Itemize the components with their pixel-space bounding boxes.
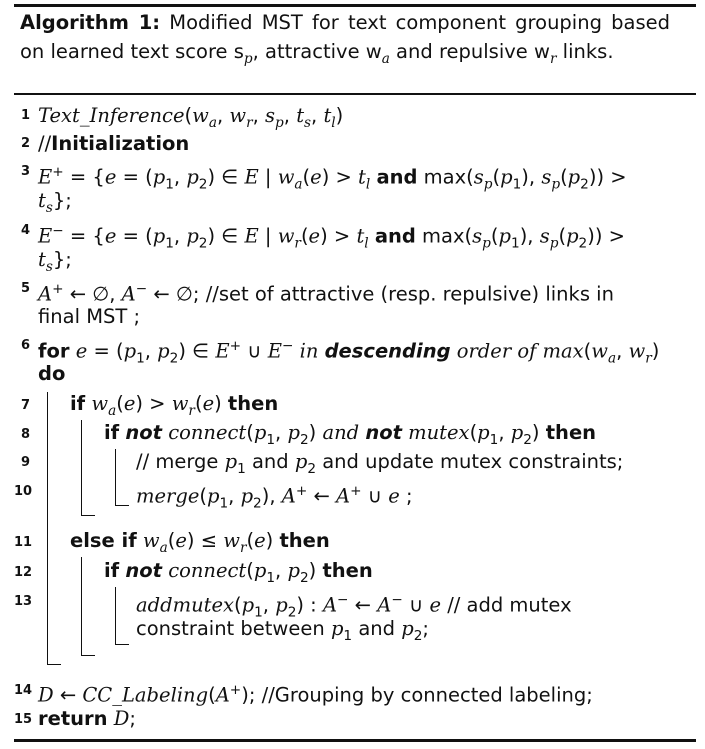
keyword-then: then: [322, 559, 373, 582]
keyword-do: do: [38, 362, 66, 385]
line-13-cont: constraint between $p_1$ and $p_2$;: [136, 617, 429, 644]
bottom-rule: [14, 739, 696, 742]
line-6-cont: [38, 360, 65, 388]
line-6: for $e = (p_1$, $p_2$) ∈ E+ ∪ E− in descending order of $\max(w_a$, $w_r$): [38, 338, 660, 367]
keyword-return: return: [38, 707, 108, 730]
line-2: [38, 130, 189, 158]
line-15: return D;: [38, 707, 136, 730]
line-number: 3: [20, 164, 30, 179]
line-14: D ← CC_Labeling(A+); //Grouping by connected labeling;: [38, 682, 593, 707]
line-number: 4: [20, 223, 30, 238]
line-4: $E^- = \{e = (p_1$, $p_2$) ∈ E | $w_r(e) > t_l$ and $\max(s_p(p_1)$, $s_p(p_2)$) >: [38, 223, 625, 252]
if-block-foot: [81, 515, 95, 516]
line-7: if $w_a(e) > w_r(e)$ then: [70, 392, 279, 419]
header-rule: [14, 93, 696, 95]
line-number: 11: [14, 535, 33, 550]
text-and: and: [251, 450, 289, 473]
line-number: 12: [14, 565, 33, 580]
line-13: $addmutex(p_1$, $p_2$) : A− ← A− ∪ e // add mutex: [136, 592, 572, 621]
line-number: 1: [20, 108, 30, 123]
comment-marker: //: [38, 132, 52, 155]
caption-text: Modified MST for text component grouping based on learned text score s: [20, 11, 671, 63]
comment-text: //Grouping by connected labeling;: [261, 683, 593, 707]
inner-if-block-foot: [115, 505, 129, 506]
keyword-else-if: else if: [70, 529, 137, 552]
keyword-then: then: [545, 421, 597, 444]
line-4-cont: $t_s$};: [38, 248, 72, 275]
comment-text: constraint between: [136, 617, 325, 640]
line-12: if not $connect(p_1$, $p_2$) then: [104, 559, 373, 586]
comment-text: and update mutex constraints;: [322, 450, 624, 473]
line-number: 5: [20, 281, 30, 296]
elseif-block-bar: [81, 557, 82, 656]
line-3: $E^+ = \{e = (p_1$, $p_2$) ∈ E | $w_a(e) > t_l$ and $\max(s_p(p_1)$, $s_p(p_2)$) >: [38, 164, 627, 193]
keyword-and: and: [322, 421, 360, 444]
comment-text: // add mutex: [447, 593, 572, 617]
elseif-block-foot: [81, 655, 95, 656]
keyword-for: for: [38, 339, 70, 363]
for-block-bar: [47, 392, 48, 665]
line-8: if not $connect(p_1$, $p_2$) and not $mutex(p_1$, $p_2$) then: [104, 421, 597, 448]
keyword-if: if: [70, 392, 86, 415]
line-number: 7: [20, 398, 30, 413]
inner-if2-block-foot: [115, 644, 129, 645]
keyword-if: if: [104, 559, 120, 582]
line-number: 6: [20, 338, 30, 353]
inner-if-block-bar: [115, 449, 116, 506]
line-number: 2: [20, 136, 30, 151]
keyword-then: then: [227, 392, 279, 415]
line-number: 10: [14, 484, 33, 499]
comment-text: //set of attractive (resp. repulsive) links in: [205, 282, 614, 306]
init-label: Initialization: [51, 132, 190, 155]
caption-tail-2: and repulsive w: [389, 40, 550, 63]
keyword-not: not: [125, 559, 162, 582]
line-5: A+ ← ∅, A− ← ∅; //set of attractive (resp. repulsive) links in: [38, 281, 614, 306]
line-number: 14: [14, 683, 33, 698]
text-order-of: order of: [456, 339, 537, 363]
line-5-cont: final MST ;: [38, 305, 141, 328]
line-9: // merge $p_1$ and $p_2$ and update mutex constraints;: [136, 450, 624, 477]
algorithm-label: Algorithm 1:: [20, 11, 161, 34]
caption-end: links.: [556, 40, 614, 63]
line-number: 9: [20, 455, 30, 470]
comment-text: // merge: [136, 450, 219, 473]
line-3-cont: $t_s$};: [38, 189, 72, 216]
keyword-in: in: [299, 339, 319, 363]
line-1: $Text\_Inference(w_a$, $w_r$, $s_p$, $t_s$, $t_l$): [38, 104, 344, 131]
top-rule: [14, 4, 696, 7]
text-and: and: [358, 617, 395, 640]
line-10: $merge(p_1$, $p_2$), A+ ← A+ ∪ e ;: [136, 483, 413, 512]
for-block-foot: [47, 664, 61, 665]
algorithm-caption: Algorithm 1: Modified MST for text component grouping based on learned text score $s_p$, attractive $w_a$ and repulsive $w_r$ links.: [20, 11, 671, 67]
line-number: 8: [20, 427, 30, 442]
caption-tail: , attractive w: [252, 40, 382, 63]
inner-if2-block-bar: [115, 587, 116, 645]
keyword-not: not: [365, 421, 402, 444]
line-number: 13: [14, 594, 33, 609]
keyword-descending: descending: [324, 339, 451, 363]
keyword-then: then: [279, 529, 330, 552]
keyword-not: not: [125, 421, 162, 444]
line-number: 15: [14, 712, 33, 727]
keyword-if: if: [104, 421, 120, 444]
if-block-bar: [81, 420, 82, 516]
line-11: else if $w_a(e) \le w_r(e)$ then: [70, 529, 330, 556]
